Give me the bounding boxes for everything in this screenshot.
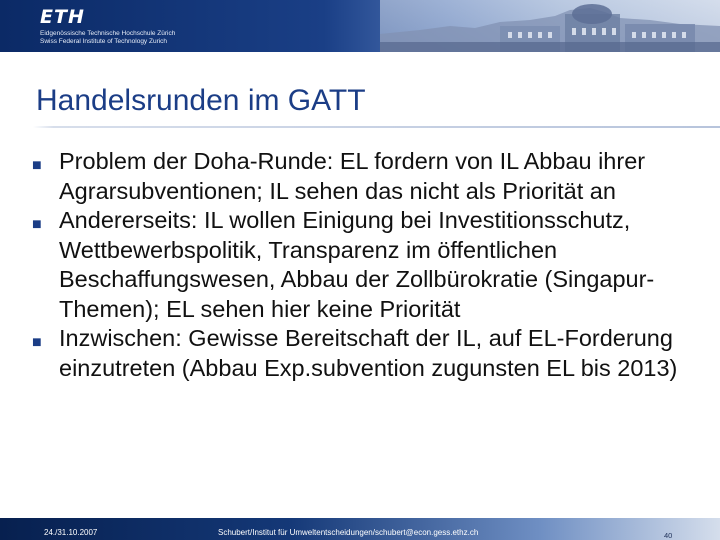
- footer-date: 24./31.10.2007: [44, 528, 98, 537]
- eth-logo-block: [40, 6, 210, 48]
- bullet-item: [32, 206, 692, 324]
- bullet-text: Inzwischen: Gewisse Bereitschaft der IL, auf EL-Forderung einzutreten (Abbau Exp.subvention zugunsten EL bis 2013): [59, 325, 678, 381]
- bullet-item: [32, 147, 692, 206]
- square-bullet-icon: ■: [32, 334, 42, 351]
- footer-author: Schubert/Institut für Umweltentscheidungen/schubert@econ.gess.ethz.ch: [218, 528, 479, 537]
- building-photo-image: [380, 0, 720, 52]
- page-number: 40: [664, 531, 673, 540]
- bullet-text: Problem der Doha-Runde: EL fordern von IL Abbau ihrer Agrarsubventionen; IL sehen das nicht als Priorität an: [59, 148, 646, 204]
- bullet-item: [32, 324, 692, 383]
- square-bullet-icon: ■: [32, 216, 42, 233]
- square-bullet-icon: ■: [32, 157, 42, 174]
- bullet-text: Andererseits: IL wollen Einigung bei Investitionsschutz, Wettbewerbspolitik, Transparenz im öffentlichen Beschaffungswesen, Abbau der Zollbürokratie (Singapur-Themen); EL sehen hier keine Priorität: [59, 207, 655, 322]
- institution-name-en: Swiss Federal Institute of Technology Zurich: [40, 38, 168, 45]
- title-divider: [33, 126, 720, 128]
- slide-title: Handelsrunden im GATT: [36, 84, 366, 117]
- bullet-list: [32, 147, 692, 383]
- institution-name-de: Eidgenössische Technische Hochschule Zürich: [40, 30, 176, 37]
- eth-logo: ETH: [40, 6, 85, 28]
- header-banner: [0, 0, 720, 52]
